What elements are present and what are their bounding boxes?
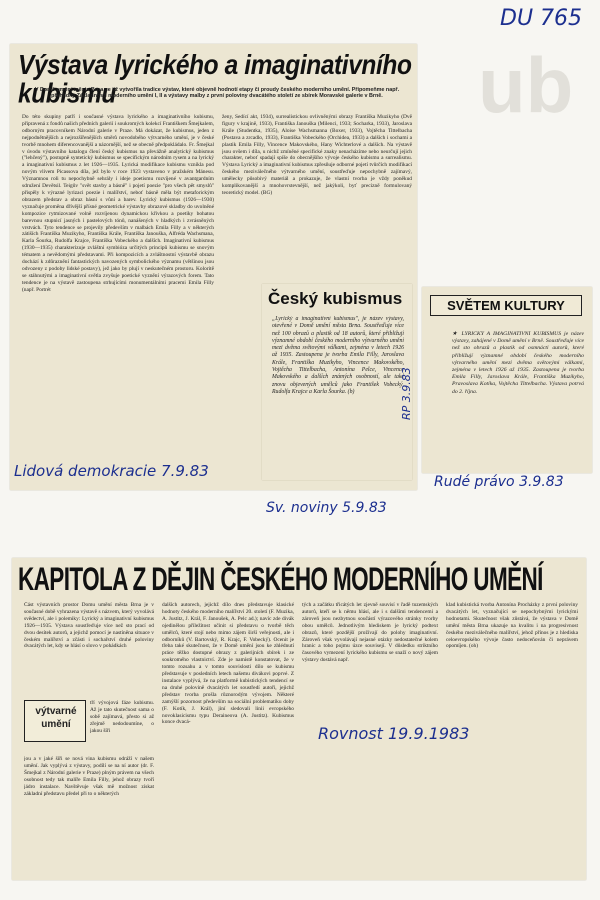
clipping-4-column-1-right: tří vývojová fáze kubismu. Až je tato skutečnost sama o sobě zajímavá, přesto si až zřejmě nedodoumíne, o jakou šíři xyxy=(90,700,154,734)
clipping-svobodne-noviny xyxy=(262,284,412,480)
clipping-3-side-mark: RP 3.9.83 xyxy=(400,367,413,420)
clipping-4-column-4: klad kubistická tvorba Antonína Procházky z první poloviny dvacátých let, vyznačující se nepochybnými lyrickými hodnotami. Skutečnost však zůstává, že výstava v Domě umění města Brna ukazuje na kvalitu i na progresivnost českého meziválečného malířství, jehož přínos je z hlediska celoevropského vývoje často nedoceňován či neprávem opomíjen. (oh) xyxy=(446,602,578,650)
clipping-1-source: Lidová demokracie 7.9.83 xyxy=(14,462,209,480)
clipping-3-body: ★ LYRICKÝ A IMAGINATIVNÍ KUBISMUS je název výstavy, zahájené v Domě umění v Brně. Soustřeďuje více než sto obrazů a plastik od osmnácti autorů, které přibližují významné období českého moderního výtvarného umění mezi dvěma světovými válkami, zejména v letech 1926 až 1935. Zastoupena je tvorba Emila Filly, Jaroslava Krále, Františka Muzikyho, Pravoslava Kotíka, Vojtěcha Tittelbacha. Výstava potrvá do 2. října. xyxy=(452,331,584,395)
clipping-3-title: SVĚTEM KULTURY xyxy=(430,295,582,316)
clipping-2-title: Český kubismus xyxy=(268,289,403,308)
clipping-4-column-2: dalších autorech, jejichž dílo dnes představuje klasické hodnoty českého moderního malířství 20. století (F. Muzika, A. Justitz, J. Král, F. Janoušek, A. Pelc ad.); navíc zde divák ojedinělou příležitost učinit si představu o tvorbě těch umělců, které stojí nebo mimo zájem širší veřejnosti, ale i odborníků (V. Bartovský, R. Krajc, F. Vobecký). Ocenit je třeba také skutečnost, že v Domě umění jsou ke zhlédnutí práce těžko dostupné obrazy z galerijních sbírek i ze soukromého vlastnictví. Zde je namístě konstatovat, že v tomto rozsahu a v tomto souvislosti dílo se kubismu představuje v posledních letech našemu divákovi poprvé. Z instalace vyplývá, že na platformě kubistických tendencí se na druhé polovině dvacátých let soustředí autoři, jejichž představ tvorba prošla různorodým vývojem. Některé zamýšlí pozornost především na sociální problematiku doby (F. Kotík, J. Král), jiní sledovali linii evropského novoklasicismu typu Deraineova (A. Justitz). Kubismus konce dvacá- xyxy=(162,602,294,726)
clipping-2-body: „Lyrický a imaginativní kubismus", je název výstavy, otevřené v Domě umění města Brna. Soustřeďuje více než 100 obrazů a plastik od 18 autorů, které přibližují významné období českého moderního výtvarného umění mezi dvěma světovými válkami, zejména v letech 1926 až 1935. Zastoupena je tvorba Emila Filly, Jaroslava Krále, Františka Muzikyho, Vincence Makovského, Vojtěcha Tittelbacha, Antonína Pelce, Vincence Makovského a dalších známých osobností, ale také znovu objevených umělců jako František Vobecký, Rudolfa Krajce a Karla Šourka. (b) xyxy=(272,316,404,395)
clipping-1-column-1: Do této skupiny patří i současné výstava lyrického a imaginativního kubismu, připravená z fondů našich předních galerií i soukromých kolekcí Františkem Šmejkalem, odborným pracovníkem Národní galerie v Praze. Má dokázat, že kubismus, jeden z nejpodnětnějších a nejrozšířenějších směrů novodobého výtvarného umění, je v české tvorbě mnohem diferencovanější a názornější, než se obecně předpokládalo. Fr. Šmejkal v úvodu výstavního katalogu člení český kubismus na převážně analytický kubismus ("lehčený"), postupně syntetický kubismus se specifickým národním rysem a na lyrický a imaginativní kubismus z let 1926—1935. Lyrická modifikace kubismu vznikla pod novým vlivem Picassova díla, jež bylo v roce 1923 vystaveno v pražském Mánesu. Významnou roli tu nepochybně sehrály i ideje poetismu rozvíjené v avantgardním sdružení Devětsil. Teigův "svět stavby a básně" i pojetí poezie "pro všech pět smyslů" přispěly k výrazné lyrizaci poezie i malířství, neboť básně měla být metaforickým obrazem představ a obraz básní s vůní a barev. Lyrický kubismus (1926—1930) vyznačuje proměna dřívější přísné geometrické výstavby obrazové skladby do uvolněné kompozice rytmizované volně rozvíjenou dynamickou křivkou a poetiky bohatou barevnou stupnicí jasných i pastelových tónů, nanášených v hladkých i zvrásněných vrstvách. Tyto tendence se projevily především v malbách Emila Filly a v některých zátiších Františka Muzikyho, Františka Krále, Františka Janouška, Alfréda Wachsmana, Karla Šourka, Rudolfa Krajce, Františka Vobeckého a dalších. Imaginativní kubismus (1930—1935) charakterizuje zvláštní symbióza určitých principů kubismu se snovým tématem a nevědomými představami. Při kompozicích a zvláštnostní výstavbě obrazu dochází k zdůraznění fantastických navozených symbolického významu (většinou jsou odvozeny z podoby lidské postavy), jež jako by plují v neskutečném prostoru. Koloritě se stáhnutými a imaginativní světla zvyšuje poetické vyznění výrazových forem. Tato tendence je na výstavě zastoupena strhujícími monumentálními pracemi Emila Filly (např. Portrét xyxy=(22,114,214,293)
clipping-4-title: KAPITOLA Z DĚJIN ČESKÉHO MODERNÍHO UMĚNÍ xyxy=(18,561,543,598)
watermark: ub xyxy=(478,41,574,129)
clipping-4-column-1-bottom: jou a v jaké šíři se nová vina kubismu odráží v našem umění. Jak vyplývá z výstavy, podílí se na ní autor (dr. F. Šmejkal z Národní galerie v Praze) plným právem na všech osobnost tedy tak malíře Emila Filly, jehož obrazy tvoří jádro instalace. Navštěvuje však mě možnost získat základní představu předel při to o některých xyxy=(24,756,154,797)
clipping-1-title: Výstava lyrického a imaginativního kubismu xyxy=(18,49,412,109)
clipping-1-column-2: ženy, Sedící akt, 1934), surrealistickou ovlivněnými obrazy Františka Muzikyho (Dvě figury v krajině, 1933), Františka Janouška (Milenci, 1933; Socharka, 1933), Jaroslava Krále (Studentka, 1935), Aloise Wachsmanna (Boxer, 1933), Vojtěcha Tittelbacha (Postava a zrcadlo, 1933), Františka Vobeckého (Orchidea, 1933) a dalších i sochami a plastik Emila Filly, Vincence Makovského, Hany Wichterlové a dalších. Na výstavě jsou ovšem i díla, u nichž zmíněné specifické znaky nenacházíme nebo neurčují jejich charakter, neboť spadají spíše do obecnějšího vývoje českého kubismu a surrealismu. Výstava Lyrický a imaginativní kubismus zpřesňuje odborné pojetí tvůrčích modifikací českého meziválečného výtvarného umění, soustřeďuje nepochybně zajímavý, umělecky působivý materiál a prokazuje, že vlastní tvorba je vždy poněkud komplikovanější a mnohovrstevnější, než jakýkoli, byť precizně formulovaný teoretický model. (BG) xyxy=(222,114,412,196)
clipping-rovnost xyxy=(12,558,586,880)
clipping-4-column-3: tých a začátku třicátých let zjevně souvisí v řadě tuzemských autorů, kteří se k němu hlásí, ale i s dalšími tendencemi a zároveň jsou nezbytnou součástí výrazového stránky tvorby obou umělců. Jednotlivým hlediskem je lyrický podtext obrazů, které pozdější prožívají do polohy imaginativní. Zároveň však vyvolávají nejasné otázky nedostatečné kolem hranic a toho pojmu úzce souvisejí. V důsledku striktního časového vymezení lyrického kubismu se snaží o nový zájem výstavy dostává např. xyxy=(302,602,438,664)
archive-mark: DU 765 xyxy=(500,6,583,31)
clipping-4-column-1-top: Část výstavních prostor Domu umění města Brna je v současné době vyhrazena výstavě s názvem, který vyvolává svědectví, ale i polemiky: Lyrický a imaginativní kubismus 1926—1935. Výstava soustřeďuje více než sto prací od dvou desítek autorů, a jejichž pomocí je nastíněna situace v českém malířství a zčásti i sochařství druhé poloviny dvacátých let, kdy se hlásí o slovo v pohádkách xyxy=(24,602,154,650)
clipping-rude-pravo xyxy=(422,287,592,473)
clipping-2-source: Sv. noviny 5.9.83 xyxy=(266,500,387,516)
section-badge xyxy=(24,700,86,742)
clipping-1-lede: V Domě umění města Brna se již vytvořila tradice výstav, které objevně hodnotí etapy či proudy českého moderního umění. Připomeňme např. přehlídky Základnosti moderního umění I, II a výstavy malby z první poloviny dvacátého století ze sbírek Moravské galerie v Brně. xyxy=(34,87,400,100)
section-badge-label: výtvarné umění xyxy=(35,706,77,730)
clipping-4-source: Rovnost 19.9.1983 xyxy=(318,724,470,743)
clipping-3-source: Rudé právo 3.9.83 xyxy=(434,474,564,490)
